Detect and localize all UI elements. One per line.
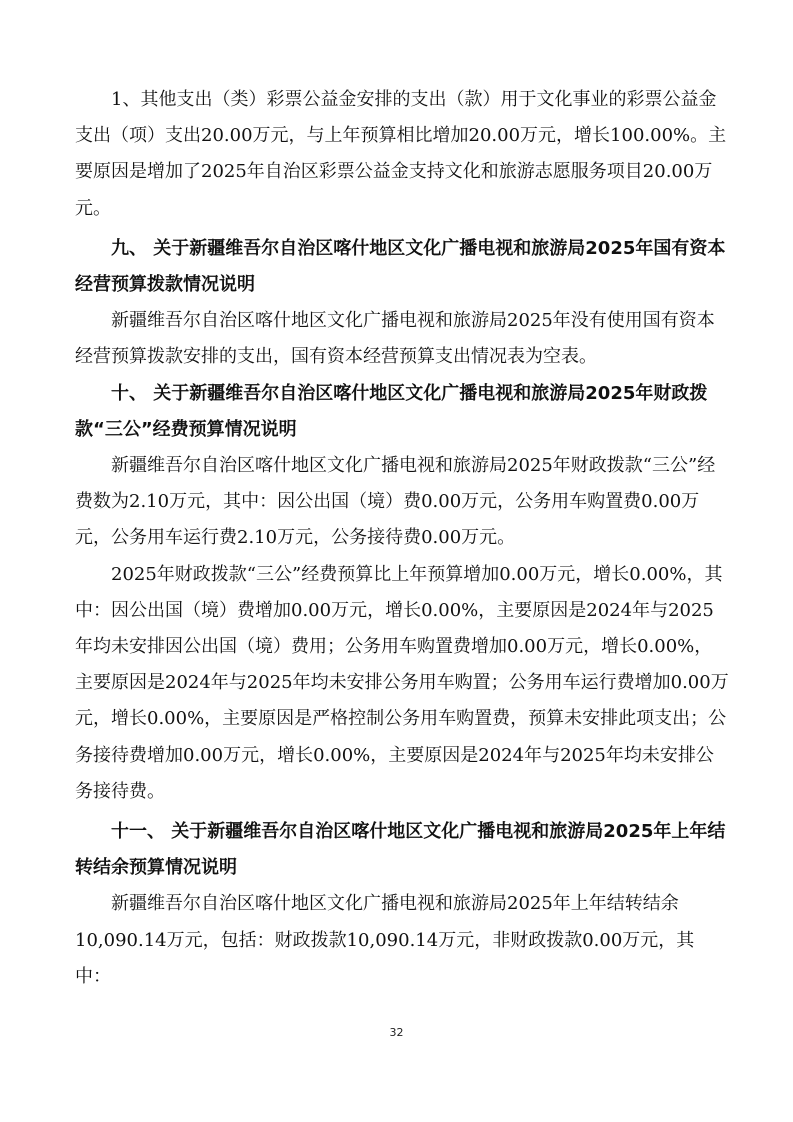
paragraph-state-capital-budget: 新疆维吾尔自治区喀什地区文化广播电视和旅游局2025年没有使用国有资本经营预算拨款安排的支出，国有资本经营预算支出情况表为空表。 bbox=[75, 310, 715, 368]
heading-three-public-expenses: 十、 关于新疆维吾尔自治区喀什地区文化广播电视和旅游局2025年财政拨款“三公”经费预算情况说明 bbox=[75, 382, 708, 440]
document-body bbox=[75, 82, 730, 995]
page-number: 32 bbox=[389, 1026, 404, 1039]
heading-carryover-budget: 十一、 关于新疆维吾尔自治区喀什地区文化广播电视和旅游局2025年上年结转结余预算情况说明 bbox=[75, 821, 726, 879]
paragraph-three-public-expenses-total: 新疆维吾尔自治区喀什地区文化广播电视和旅游局2025年财政拨款“三公”经费数为2.10万元，其中：因公出国（境）费0.00万元，公务用车购置费0.00万元，公务用车运行费2.10万元，公务接待费0.00万元。 bbox=[75, 455, 716, 549]
heading-state-capital-budget: 九、 关于新疆维吾尔自治区喀什地区文化广播电视和旅游局2025年国有资本经营预算拨款情况说明 bbox=[75, 237, 726, 296]
paragraph-carryover-budget: 新疆维吾尔自治区喀什地区文化广播电视和旅游局2025年上年结转结余10,090.14万元，包括：财政拨款10,090.14万元，非财政拨款0.00万元，其中： bbox=[75, 893, 695, 987]
paragraph-lottery-fund: 1、其他支出（类）彩票公益金安排的支出（款）用于文化事业的彩票公益金支出（项）支出20.00万元，与上年预算相比增加20.00万元，增长100.00%。主要原因是增加了2025年自治区彩票公益金支持文化和旅游志愿服务项目20.00万元。 bbox=[75, 89, 727, 219]
paragraph-three-public-expenses-change: 2025年财政拨款“三公”经费预算比上年预算增加0.00万元，增长0.00%，其中：因公出国（境）费增加0.00万元，增长0.00%，主要原因是2024年与2025年均未安排因公出国（境）费用；公务用车购置费增加0.00万元，增长0.00%，主要原因是2024年与2025年均未安排公务用车购置；公务用车运行费增加0.00万元，增长0.00%，主要原因是严格控制公务用车购置费，预算未安排此项支出；公务接待费增加0.00万元，增长0.00%，主要原因是2024年与2025年均未安排公务接待费。 bbox=[75, 563, 729, 802]
